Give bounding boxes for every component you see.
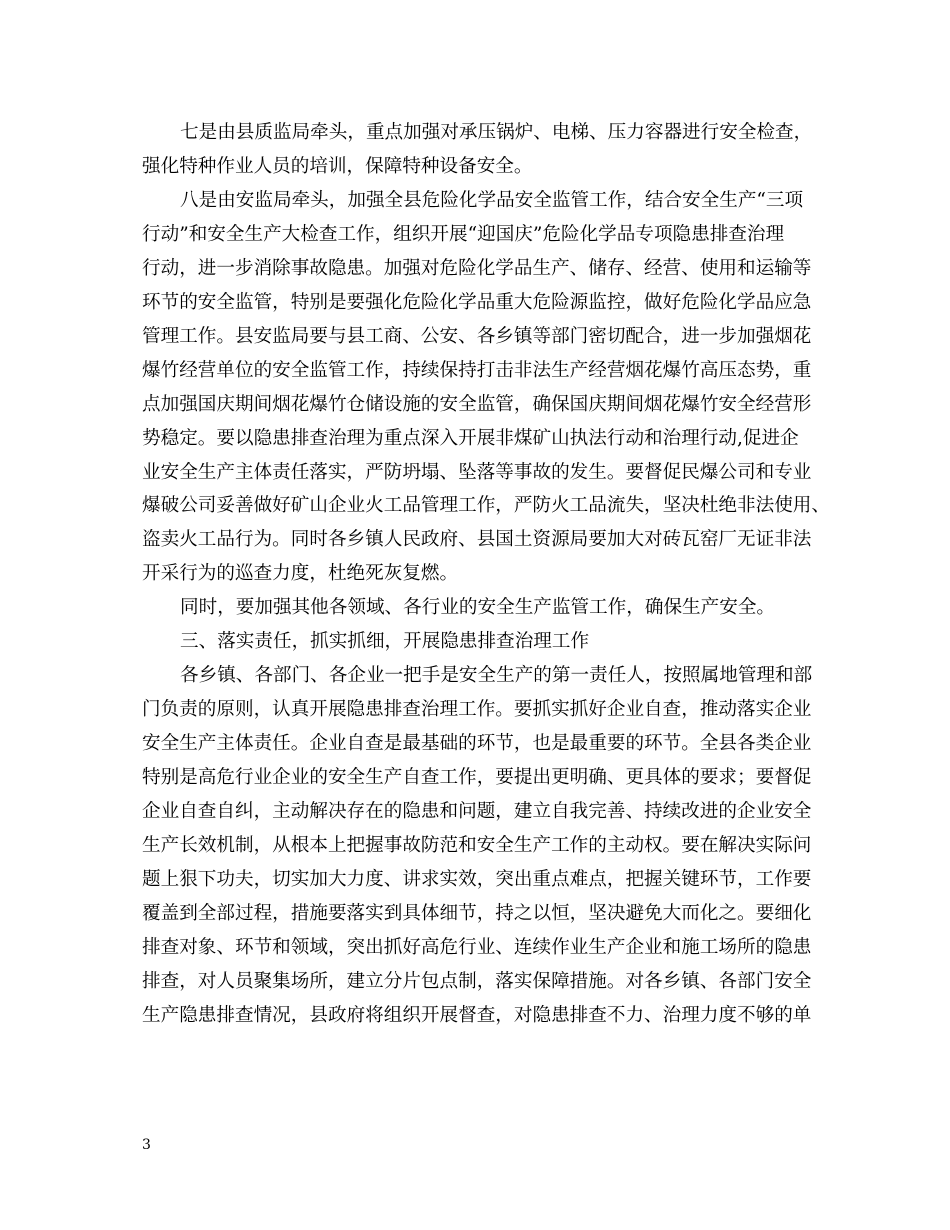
text-line: 开采行为的巡查力度，杜绝死灰复燃。 [142,563,459,585]
text-line: 各乡镇、各部门、各企业一把手是安全生产的第一责任人，按照属地管理和部 [180,665,813,687]
text-line: 七是由县质监局牵头，重点加强对承压锅炉、电梯、压力容器进行安全检查， [180,122,813,143]
text-line: 特别是高危行业企业的安全生产自查工作，要提出更明确、更具体的要求；要督促 [142,767,812,789]
text-line: 企业自查自纠，主动解决存在的隐患和问题，建立自我完善、持续改进的企业安全 [142,801,812,822]
text-line: 行动，进一步消除事故隐患。加强对危险化学品生产、储存、经营、使用和运输等 [142,257,812,279]
text-line: 爆竹经营单位的安全监管工作，持续保持打击非法生产经营烟花爆竹高压态势，重 [142,359,812,381]
text-line: 题上狠下功夫，切实加大力度、讲求实效，突出重点难点，把握关键环节，工作要 [142,868,812,890]
text-line: 行动”和安全生产大检查工作，组织开展“迎国庆”危险化学品专项隐患排查治理 [142,223,785,245]
text-line: 排查，对人员聚集场所，建立分片包点制，落实保障措施。对各乡镇、各部门安全 [142,970,812,992]
text-line: 生产隐患排查情况，县政府将组织开展督查，对隐患排查不力、治理力度不够的单 [142,1004,812,1026]
text-line: 势稳定。要以隐患排查治理为重点深入开展非煤矿山执法行动和治理行动,促进企 [142,427,799,449]
text-line: 排查对象、环节和领域，突出抓好高危行业、连续作业生产企业和施工场所的隐患 [142,936,812,958]
text-line: 八是由安监局牵头，加强全县危险化学品安全监管工作，结合安全生产“三项 [180,189,804,211]
text-line: 三、落实责任，抓实抓细，开展隐患排查治理工作 [180,631,590,653]
text-line: 生产长效机制，从根本上把握事故防范和安全生产工作的主动权。要在解决实际问 [142,834,812,856]
text-line: 点加强国庆期间烟花爆竹仓储设施的安全监管，确保国庆期间烟花爆竹安全经营形 [142,393,812,415]
text-line: 业安全生产主体责任落实，严防坍塌、坠落等事故的发生。要督促民爆公司和专业 [142,461,812,483]
text-line: 盗卖火工品行为。同时各乡镇人民政府、县国土资源局要加大对砖瓦窑厂无证非法 [142,529,812,551]
text-line: 覆盖到全部过程，措施要落实到具体细节，持之以恒，坚决避免大而化之。要细化 [142,902,812,924]
text-line: 环节的安全监管，特别是要强化危险化学品重大危险源监控，做好危险化学品应急 [142,291,812,313]
text-line: 同时，要加强其他各领域、各行业的安全生产监管工作，确保生产安全。 [180,597,776,619]
page-number: 3 [142,1137,151,1153]
text-line: 门负责的原则，认真开展隐患排查治理工作。要抓实抓好企业自查，推动落实企业 [142,699,812,721]
text-line: 强化特种作业人员的培训，保障特种设备安全。 [142,155,533,177]
text-line: 爆破公司妥善做好矿山企业火工品管理工作，严防火工品流失，坚决杜绝非法使用、 [142,495,830,517]
text-line: 安全生产主体责任。企业自查是最基础的环节，也是最重要的环节。全县各类企业 [142,733,812,755]
text-line: 管理工作。县安监局要与县工商、公安、各乡镇等部门密切配合，进一步加强烟花 [142,325,812,347]
